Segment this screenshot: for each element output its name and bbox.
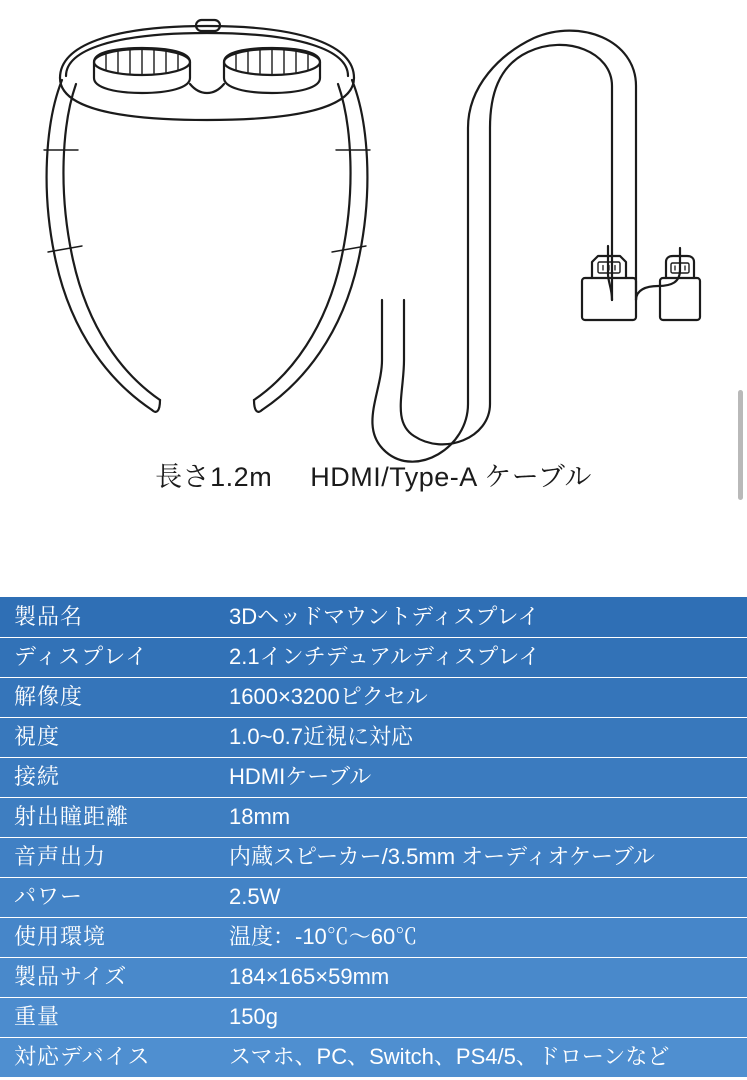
caption-length: 長さ1.2m (155, 462, 273, 492)
table-row (0, 597, 747, 637)
table-row (0, 797, 747, 837)
spec-value: 3Dヘッドマウントディスプレイ (219, 597, 747, 637)
specification-table-body (0, 597, 747, 1077)
spec-label: 製品名 (0, 597, 219, 637)
table-row (0, 837, 747, 877)
table-row (0, 637, 747, 677)
scrollbar-thumb[interactable] (738, 390, 743, 500)
table-row (0, 677, 747, 717)
spec-value: 150g (219, 997, 747, 1037)
table-row (0, 957, 747, 997)
spec-value: HDMIケーブル (219, 757, 747, 797)
spec-value: 184×165×59mm (219, 957, 747, 997)
table-row (0, 757, 747, 797)
table-row (0, 917, 747, 957)
cable-line-art (372, 31, 700, 462)
spec-value: 内蔵スピーカー/3.5mm オーディオケーブル (219, 837, 747, 877)
spec-label: 製品サイズ (0, 957, 219, 997)
spec-value: 1600×3200ピクセル (219, 677, 747, 717)
spec-value: 2.1インチデュアルディスプレイ (219, 637, 747, 677)
spec-value: 1.0~0.7近視に対応 (219, 717, 747, 757)
table-row (0, 877, 747, 917)
spec-label: 対応デバイス (14, 1044, 151, 1070)
spec-value: スマホ、PC、Switch、PS4/5、ドローンなど (229, 1044, 670, 1070)
spec-label: パワー (0, 877, 219, 917)
scrollbar-track[interactable] (740, 0, 745, 1080)
table-row (0, 1037, 747, 1077)
spec-label: 接続 (0, 757, 219, 797)
table-row (0, 997, 747, 1037)
caption-cable-type: HDMI/Type-A ケーブル (310, 462, 592, 492)
spec-label: 解像度 (0, 677, 219, 717)
spec-label: 射出瞳距離 (0, 797, 219, 837)
spec-label: 視度 (0, 717, 219, 757)
spec-label: ディスプレイ (0, 637, 219, 677)
spec-value: 18mm (219, 797, 747, 837)
illustration-caption (0, 455, 747, 494)
spec-value: 2.5W (219, 877, 747, 917)
spec-label: 使用環境 (0, 917, 219, 957)
table-row (0, 717, 747, 757)
spec-value: 温度：-10℃〜60℃ (219, 917, 747, 957)
spec-label: 重量 (0, 997, 219, 1037)
spec-label: 音声出力 (0, 837, 219, 877)
specification-table (0, 597, 747, 1077)
hmd-line-art (44, 20, 370, 412)
